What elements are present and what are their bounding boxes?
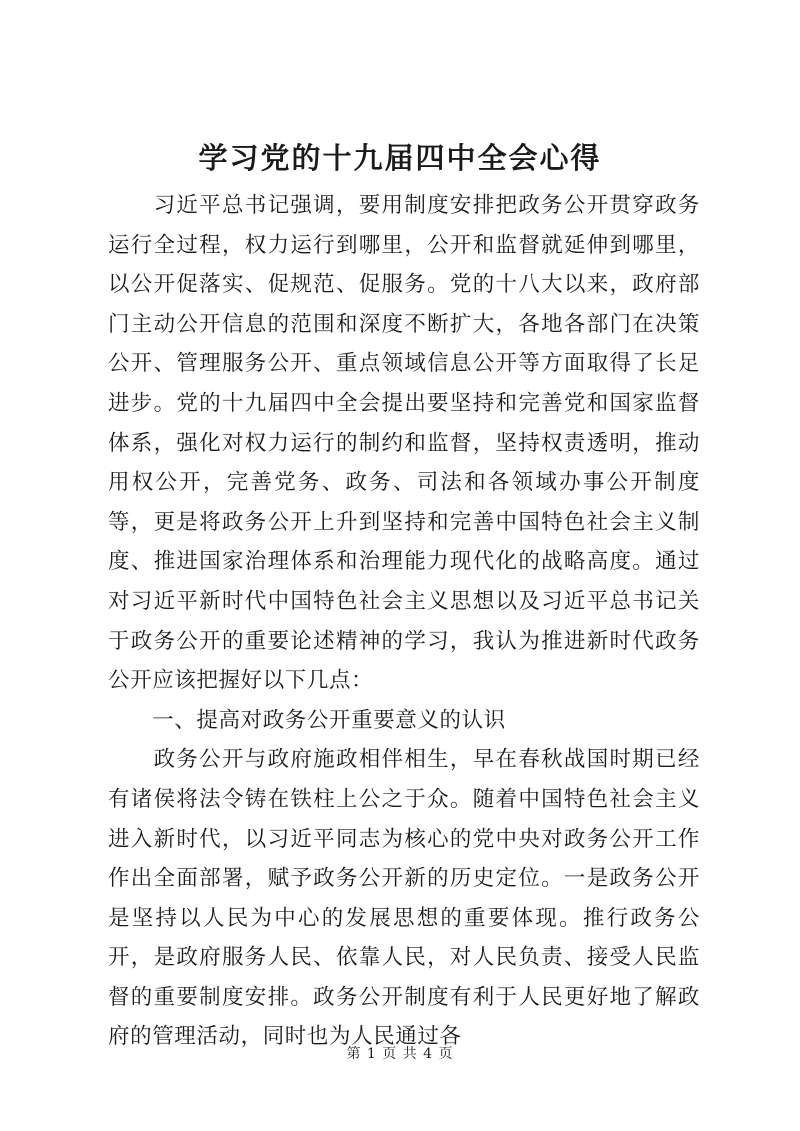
page-footer: 第 1 页 共 4 页 [346,1046,454,1062]
paragraph-section-1: 政务公开与政府施政相伴相生，早在春秋战国时期已经有诸侯将法令铸在铁柱上公之于众。随着中国特色社会主义进入新时代，以习近平同志为核心的党中央对政务公开工作作出全面部署，赋予政务公开新的历史定位。一是政务公开是坚持以人民为中心的发展思想的重要体现。推行政务公开，是政府服务人民、依靠人民，对人民负责、接受人民监督的重要制度安排。政务公开制度有利于人民更好地了解政府的管理活动，同时也为人民通过各 [108,747,700,1050]
paragraph-intro: 习近平总书记强调，要用制度安排把政务公开贯穿政务运行全过程，权力运行到哪里，公开和监督就延伸到哪里，以公开促落实、促规范、促服务。党的十八大以来，政府部门主动公开信息的范围和深度不断扩大，各地各部门在决策公开、管理服务公开、重点领域信息公开等方面取得了长足进步。党的十九届四中全会提出要坚持和完善党和国家监督体系，强化对权力运行的制约和监督，坚持权责透明，推动用权公开，完善党务、政务、司法和各领域办事公开制度等，更是将政务公开上升到坚持和完善中国特色社会主义制度、推进国家治理体系和治理能力现代化的战略高度。通过对习近平新时代中国特色社会主义思想以及习近平总书记关于政务公开的重要论述精神的学习，我认为推进新时代政务公开应该把握好以下几点： [108,193,700,694]
document-title: 学习党的十九届四中全会心得 [198,141,602,175]
document-body [108,186,700,1057]
section-heading-1: 一、提高对政务公开重要意义的认识 [108,707,506,733]
